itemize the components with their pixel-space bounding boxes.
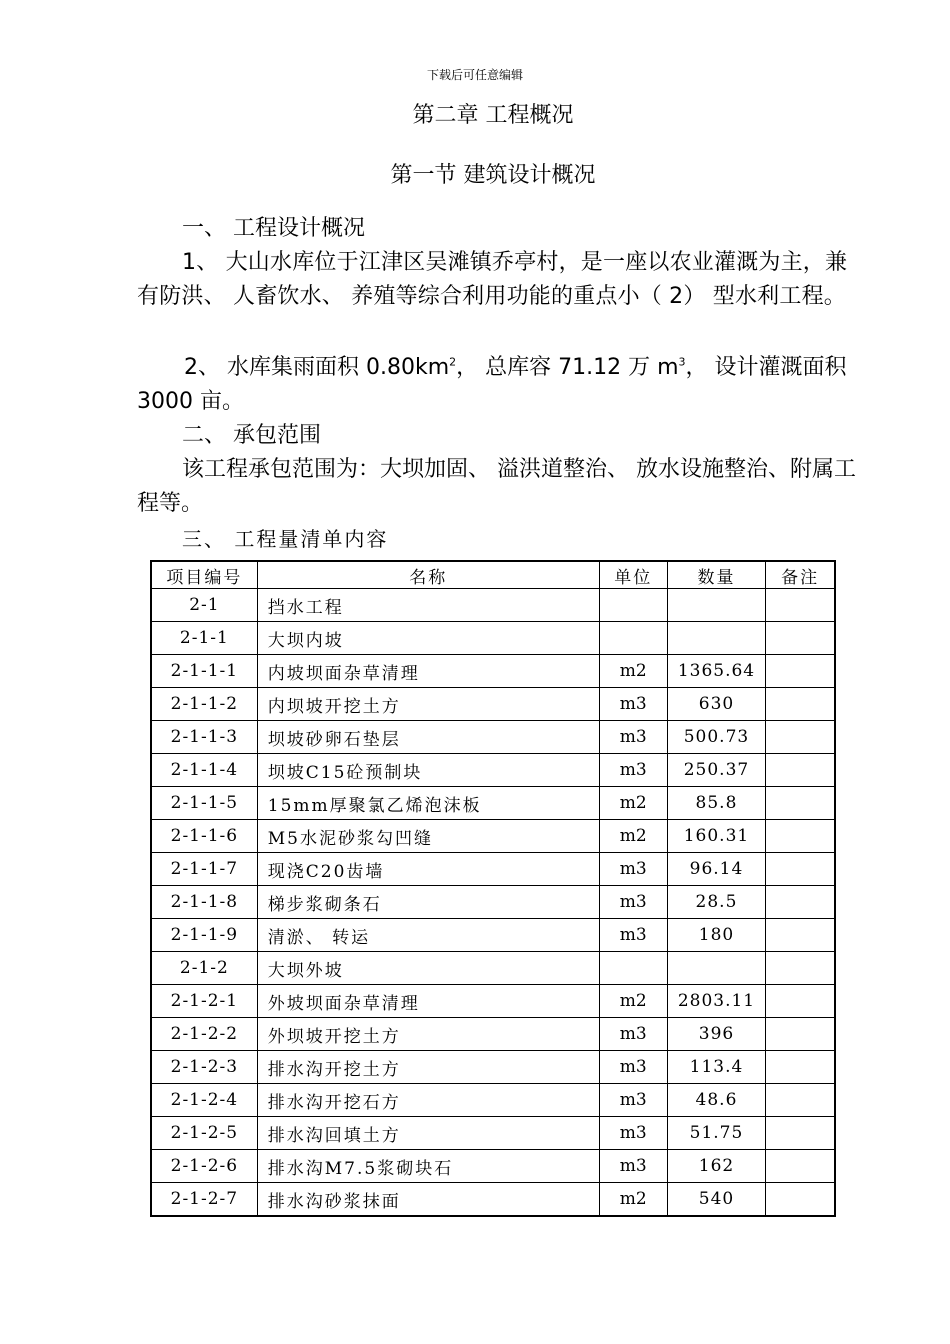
cell-code: 2-1-1-8 xyxy=(151,886,257,919)
cell-unit: m3 xyxy=(599,1051,667,1084)
cell-quantity: 630 xyxy=(667,688,765,721)
superscript-volume-unit: 3 xyxy=(678,355,686,369)
table-header-row xyxy=(151,561,835,589)
section-title: 第一节 建筑设计概况 xyxy=(390,163,596,188)
cell-remarks xyxy=(766,721,835,754)
cell-unit: m3 xyxy=(599,919,667,952)
cell-unit: m3 xyxy=(599,1084,667,1117)
cell-code: 2-1 xyxy=(151,589,257,622)
cell-quantity: 160.31 xyxy=(667,820,765,853)
cell-unit: m3 xyxy=(599,886,667,919)
table-row xyxy=(151,787,835,820)
cell-unit: m3 xyxy=(599,721,667,754)
cell-code: 2-1-1-2 xyxy=(151,688,257,721)
table-row xyxy=(151,853,835,886)
cell-unit: m3 xyxy=(599,688,667,721)
cell-quantity xyxy=(667,589,765,622)
cell-code: 2-1-1-9 xyxy=(151,919,257,952)
cell-quantity: 1365.64 xyxy=(667,655,765,688)
capacity-text-a: 2、 水库集雨面积 0.80km xyxy=(184,355,450,380)
table-row xyxy=(151,952,835,985)
header-remarks: 备注 xyxy=(766,561,835,589)
cell-remarks xyxy=(766,655,835,688)
cell-quantity: 396 xyxy=(667,1018,765,1051)
cell-remarks xyxy=(766,1018,835,1051)
cell-quantity: 85.8 xyxy=(667,787,765,820)
superscript-area-unit: 2 xyxy=(449,355,457,369)
table-row xyxy=(151,985,835,1018)
chapter-title: 第二章 工程概况 xyxy=(412,103,574,128)
cell-code: 2-1-1-1 xyxy=(151,655,257,688)
cell-code: 2-1-2-6 xyxy=(151,1150,257,1183)
cell-quantity: 96.14 xyxy=(667,853,765,886)
cell-remarks xyxy=(766,1051,835,1084)
cell-name: 外坡坝面杂草清理 xyxy=(257,985,599,1018)
cell-unit: m3 xyxy=(599,853,667,886)
cell-name: 排水沟M7.5浆砌块石 xyxy=(257,1150,599,1183)
cell-code: 2-1-1-4 xyxy=(151,754,257,787)
cell-name: 排水沟回填土方 xyxy=(257,1117,599,1150)
table-row xyxy=(151,1117,835,1150)
cell-name: 15mm厚聚氯乙烯泡沫板 xyxy=(257,787,599,820)
header-unit: 单位 xyxy=(599,561,667,589)
cell-code: 2-1-2-3 xyxy=(151,1051,257,1084)
cell-code: 2-1-2-2 xyxy=(151,1018,257,1051)
cell-code: 2-1-2-1 xyxy=(151,985,257,1018)
table-row xyxy=(151,1150,835,1183)
cell-remarks xyxy=(766,1183,835,1217)
cell-remarks xyxy=(766,589,835,622)
cell-remarks xyxy=(766,985,835,1018)
capacity-text-c: ， 设计灌溉面积 3000 亩。 xyxy=(137,355,847,414)
table-row xyxy=(151,886,835,919)
cell-unit: m3 xyxy=(599,1150,667,1183)
cell-quantity xyxy=(667,952,765,985)
table-row xyxy=(151,1051,835,1084)
cell-name: M5水泥砂浆勾凹缝 xyxy=(257,820,599,853)
table-row xyxy=(151,589,835,622)
cell-unit: m3 xyxy=(599,754,667,787)
page-header-note: 下载后可任意编辑 xyxy=(426,68,523,82)
cell-quantity: 500.73 xyxy=(667,721,765,754)
table-row xyxy=(151,820,835,853)
cell-remarks xyxy=(766,952,835,985)
cell-name: 大坝外坡 xyxy=(257,952,599,985)
cell-code: 2-1-1-6 xyxy=(151,820,257,853)
cell-code: 2-1-2-7 xyxy=(151,1183,257,1217)
paragraph-reservoir-location: 1、 大山水库位于江津区吴滩镇乔亭村，是一座以农业灌溉为主，兼有防洪、 人畜饮水、 养殖等综合利用功能的重点小（ 2） 型水利工程。 xyxy=(137,250,848,309)
cell-quantity: 51.75 xyxy=(667,1117,765,1150)
table-row xyxy=(151,1084,835,1117)
cell-unit: m2 xyxy=(599,655,667,688)
cell-unit: m2 xyxy=(599,1183,667,1217)
cell-quantity: 162 xyxy=(667,1150,765,1183)
cell-name: 内坡坝面杂草清理 xyxy=(257,655,599,688)
cell-unit: m3 xyxy=(599,1117,667,1150)
table-row xyxy=(151,919,835,952)
table-row xyxy=(151,655,835,688)
cell-unit: m3 xyxy=(599,1018,667,1051)
cell-name: 内坝坡开挖土方 xyxy=(257,688,599,721)
heading-design-overview: 一、 工程设计概况 xyxy=(182,216,365,241)
table-row xyxy=(151,721,835,754)
table-row xyxy=(151,622,835,655)
cell-code: 2-1-2-4 xyxy=(151,1084,257,1117)
cell-code: 2-1-2-5 xyxy=(151,1117,257,1150)
cell-unit: m2 xyxy=(599,985,667,1018)
cell-quantity: 28.5 xyxy=(667,886,765,919)
cell-code: 2-1-1 xyxy=(151,622,257,655)
cell-quantity: 540 xyxy=(667,1183,765,1217)
cell-remarks xyxy=(766,853,835,886)
table-row xyxy=(151,1018,835,1051)
cell-name: 现浇C20齿墙 xyxy=(257,853,599,886)
cell-name: 排水沟开挖土方 xyxy=(257,1051,599,1084)
bill-of-quantities-table xyxy=(150,560,836,1217)
cell-remarks xyxy=(766,1117,835,1150)
heading-bill-of-quantities: 三、 工程量清单内容 xyxy=(182,527,389,551)
cell-name: 挡水工程 xyxy=(257,589,599,622)
cell-code: 2-1-1-5 xyxy=(151,787,257,820)
cell-unit: m2 xyxy=(599,820,667,853)
table-row xyxy=(151,754,835,787)
header-quantity: 数量 xyxy=(667,561,765,589)
paragraph-contract-scope: 该工程承包范围为：大坝加固、 溢洪道整治、 放水设施整治、附属工程等。 xyxy=(137,457,856,516)
cell-unit: m2 xyxy=(599,787,667,820)
cell-name: 大坝内坡 xyxy=(257,622,599,655)
cell-remarks xyxy=(766,688,835,721)
cell-remarks xyxy=(766,754,835,787)
cell-code: 2-1-2 xyxy=(151,952,257,985)
table-row xyxy=(151,1183,835,1217)
cell-remarks xyxy=(766,1084,835,1117)
cell-name: 坝坡C15砼预制块 xyxy=(257,754,599,787)
cell-quantity xyxy=(667,622,765,655)
cell-remarks xyxy=(766,886,835,919)
cell-unit xyxy=(599,952,667,985)
cell-name: 清淤、 转运 xyxy=(257,919,599,952)
cell-remarks xyxy=(766,820,835,853)
capacity-text-b: ， 总库容 71.12 万 m xyxy=(456,355,679,380)
cell-name: 坝坡砂卵石垫层 xyxy=(257,721,599,754)
paragraph-reservoir-capacity xyxy=(137,351,857,419)
cell-unit xyxy=(599,622,667,655)
cell-name: 梯步浆砌条石 xyxy=(257,886,599,919)
table-row xyxy=(151,688,835,721)
heading-contract-scope: 二、 承包范围 xyxy=(182,423,321,448)
cell-quantity: 2803.11 xyxy=(667,985,765,1018)
cell-remarks xyxy=(766,787,835,820)
cell-code: 2-1-1-3 xyxy=(151,721,257,754)
cell-unit xyxy=(599,589,667,622)
cell-name: 排水沟开挖石方 xyxy=(257,1084,599,1117)
cell-remarks xyxy=(766,1150,835,1183)
cell-remarks xyxy=(766,622,835,655)
cell-remarks xyxy=(766,919,835,952)
cell-quantity: 250.37 xyxy=(667,754,765,787)
cell-name: 外坝坡开挖土方 xyxy=(257,1018,599,1051)
cell-name: 排水沟砂浆抹面 xyxy=(257,1183,599,1217)
header-code: 项目编号 xyxy=(151,561,257,589)
cell-quantity: 48.6 xyxy=(667,1084,765,1117)
cell-quantity: 180 xyxy=(667,919,765,952)
cell-code: 2-1-1-7 xyxy=(151,853,257,886)
header-name: 名称 xyxy=(257,561,599,589)
cell-quantity: 113.4 xyxy=(667,1051,765,1084)
